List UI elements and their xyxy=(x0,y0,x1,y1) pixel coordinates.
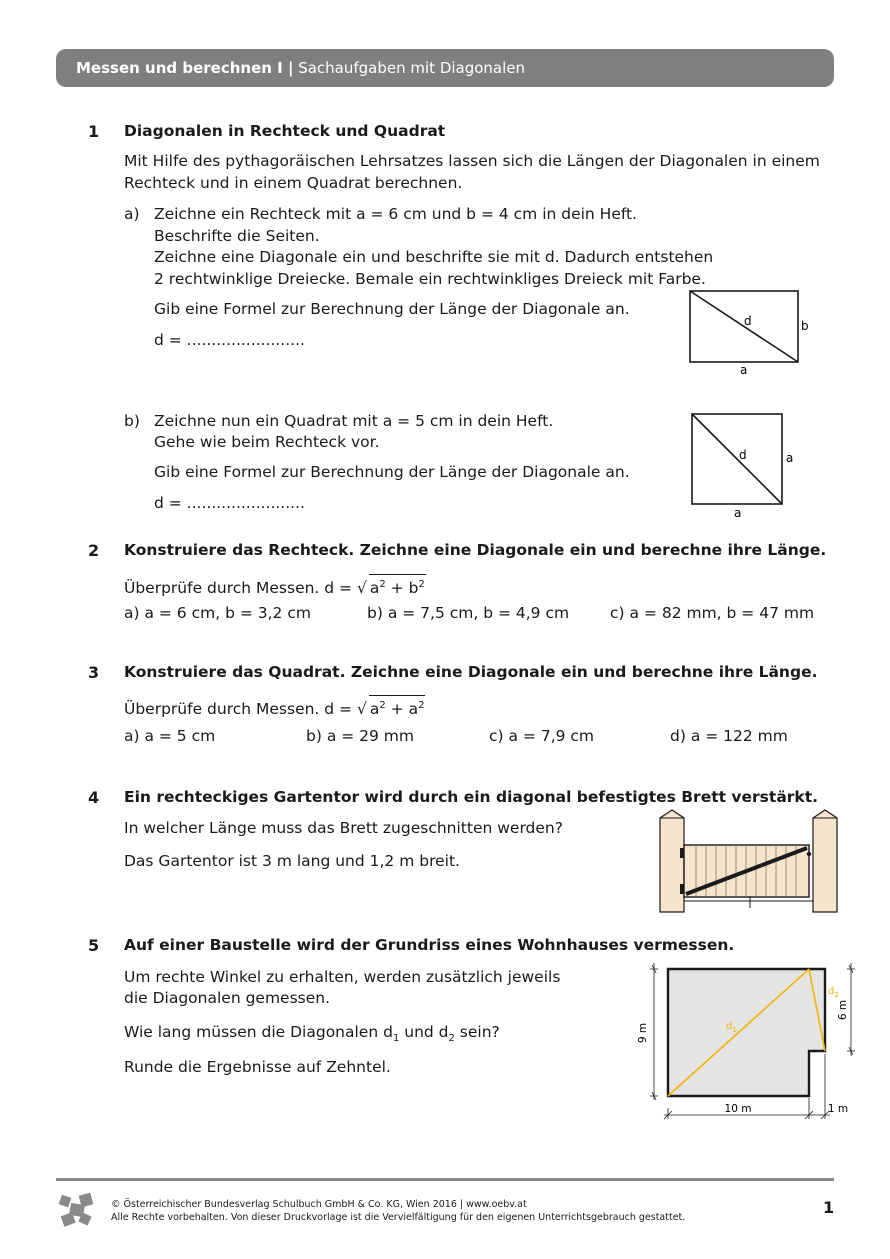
footer-copyright: © Österreichischer Bundesverlag Schulbuch GmbH & Co. KG, Wien 2016 | www.oebv.at xyxy=(111,1199,527,1210)
label-d1: $d_1$ xyxy=(726,1021,737,1034)
page-number: 1 xyxy=(823,1198,835,1217)
task1-a-line1: Zeichne ein Rechteck mit a = 6 cm und b = 4 cm in dein Heft. xyxy=(154,205,638,223)
task1-title: Diagonalen in Rechteck und Quadrat xyxy=(124,122,446,140)
task1-a-line2: Beschrifte die Seiten. xyxy=(154,227,320,245)
task3-title: Konstruiere das Quadrat. Zeichne eine Diagonale ein und berechne ihre Länge. xyxy=(124,663,818,681)
task1-a-line4: 2 rechtwinklige Dreiecke. Bemale ein rechtwinkliges Dreieck mit Farbe. xyxy=(154,270,706,288)
task1-b-label: b) xyxy=(124,412,140,430)
sqrt-sign: √ xyxy=(356,579,367,598)
rect-label-b: b xyxy=(801,319,809,333)
task2-item-a: a) a = 6 cm, b = 3,2 cm xyxy=(124,604,311,622)
task1-number: 1 xyxy=(88,122,100,141)
footer-rights: Alle Rechte vorbehalten. Von dieser Druckvorlage ist die Vervielfältigung für den eigenen Unterrichtsgebrauch gestattet. xyxy=(111,1212,686,1223)
task5-question: Wie lang müssen die Diagonalen $d_1$ und $d_2$ sein? xyxy=(124,1023,500,1045)
task1-b-formula-prompt: Gib eine Formel zur Berechnung der Länge der Diagonale an. xyxy=(154,463,630,481)
label-6m: 6 m xyxy=(837,999,849,1021)
task5-title: Auf einer Baustelle wird der Grundriss eines Wohnhauses vermessen. xyxy=(124,936,735,954)
task1-b-line2: Gehe wie beim Rechteck vor. xyxy=(154,433,380,451)
header-bar xyxy=(56,49,834,87)
rect-label-a: a xyxy=(740,363,748,377)
task4-info: Das Gartentor ist 3 m lang und 1,2 m breit. xyxy=(124,852,460,870)
label-1m: 1 m xyxy=(827,1103,849,1115)
label-10m: 10 m xyxy=(724,1103,752,1115)
task1-a-answer-line: d = ........................ xyxy=(154,331,305,349)
task3-check: Überprüfe durch Messen. d = √ $a^2 + a^2$ xyxy=(124,695,425,719)
task1-a-line3: Zeichne eine Diagonale ein und beschrifte sie mit d. Dadurch entstehen xyxy=(154,248,714,266)
task5-line2: die Diagonalen gemessen. xyxy=(124,989,331,1007)
task2-item-b: b) a = 7,5 cm, b = 4,9 cm xyxy=(367,604,570,622)
task1-intro-2: Rechteck und in einem Quadrat berechnen. xyxy=(124,174,463,192)
task1-a-formula-prompt: Gib eine Formel zur Berechnung der Länge der Diagonale an. xyxy=(154,300,630,318)
task2-title: Konstruiere das Rechteck. Zeichne eine Diagonale ein und berechne ihre Länge. xyxy=(124,541,827,559)
task1-b-answer-line: d = ........................ xyxy=(154,494,305,512)
task5-number: 5 xyxy=(88,936,100,955)
label-d2: $d_2$ xyxy=(828,986,839,999)
header-title: Messen und berechnen I | Sachaufgaben mit Diagonalen xyxy=(76,59,526,77)
task3-item-d: d) a = 122 mm xyxy=(670,727,788,745)
task2-number: 2 xyxy=(88,541,100,560)
publisher-logo-icon xyxy=(56,1192,102,1228)
task4-title: Ein rechteckiges Gartentor wird durch ein diagonal befestigtes Brett verstärkt. xyxy=(124,788,819,806)
square-diagram xyxy=(682,405,812,520)
floor-plan-diagram xyxy=(628,958,858,1123)
square-label-a-bottom: a xyxy=(734,506,742,520)
task3-item-c: c) a = 7,9 cm xyxy=(489,727,595,745)
sqrt-sign: √ xyxy=(356,700,367,719)
label-9m: 9 m xyxy=(637,1022,649,1044)
task1-b-line1: Zeichne nun ein Quadrat mit a = 5 cm in dein Heft. xyxy=(154,412,554,430)
task2-check: Überprüfe durch Messen. d = √ $a^2 + b^2$ xyxy=(124,574,426,598)
garden-gate-illustration xyxy=(652,808,847,915)
rectangle-diagram xyxy=(680,282,820,382)
task5-line1: Um rechte Winkel zu erhalten, werden zusätzlich jeweils xyxy=(124,968,561,986)
square-label-d: d xyxy=(739,448,747,462)
task4-number: 4 xyxy=(88,788,100,807)
task1-a-label: a) xyxy=(124,205,140,223)
square-label-a-side: a xyxy=(786,451,794,465)
task1-intro: Mit Hilfe des pythagoräischen Lehrsatzes lassen sich die Längen der Diagonalen in einem xyxy=(124,152,820,170)
rect-label-d: d xyxy=(744,314,752,328)
task4-question: In welcher Länge muss das Brett zugeschnitten werden? xyxy=(124,819,563,837)
footer-divider xyxy=(56,1178,834,1181)
task3-number: 3 xyxy=(88,663,100,682)
task3-item-a: a) a = 5 cm xyxy=(124,727,216,745)
task5-instruction: Runde die Ergebnisse auf Zehntel. xyxy=(124,1058,391,1076)
task3-item-b: b) a = 29 mm xyxy=(306,727,415,745)
task2-item-c: c) a = 82 mm, b = 47 mm xyxy=(610,604,815,622)
